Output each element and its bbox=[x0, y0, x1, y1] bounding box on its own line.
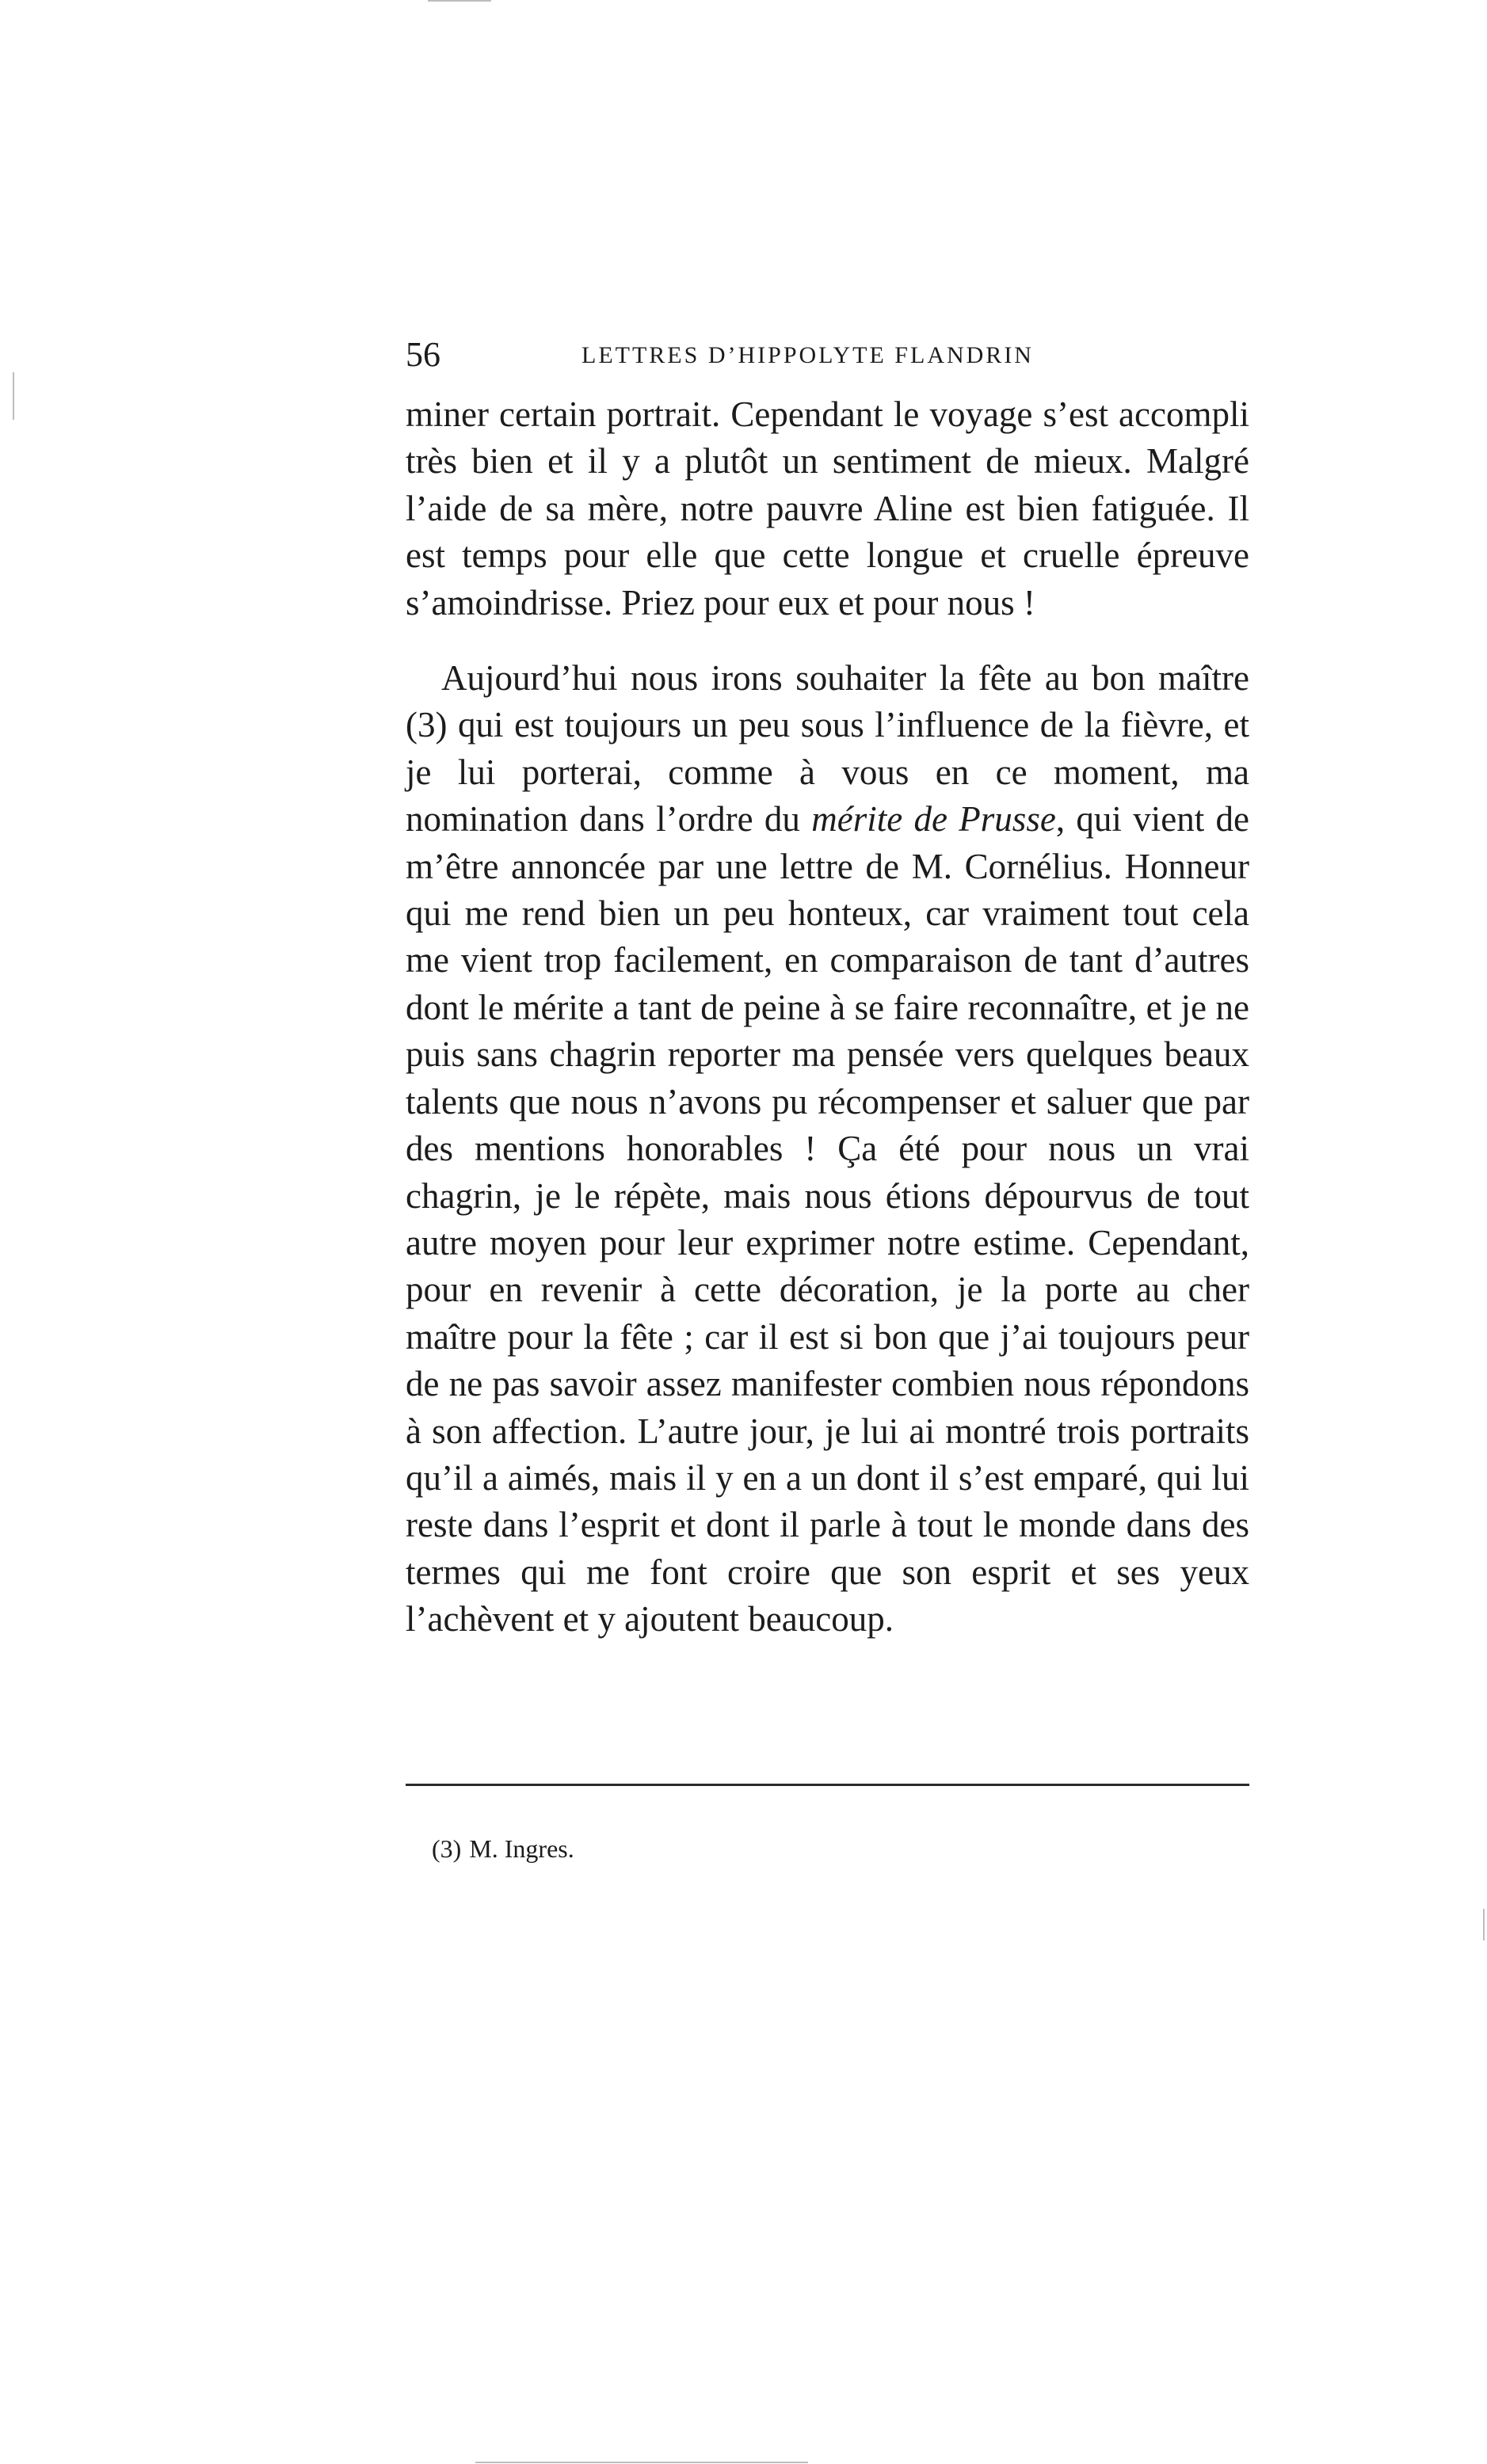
footnote-divider bbox=[406, 1784, 1249, 1786]
scan-mark-top bbox=[428, 0, 491, 2]
running-title: LETTRES D’HIPPOLYTE FLANDRIN bbox=[581, 342, 1034, 368]
scan-mark-right bbox=[1483, 1909, 1485, 1940]
main-text bbox=[406, 391, 1249, 1643]
paragraph-2 bbox=[406, 655, 1249, 1643]
paragraph-2-part-1: Aujourd’hui nous irons souhaiter la fête au bon maître (3) qui est toujours un peu sous l’influence de la fièvre, et je lui porterai, comme à vous en ce moment, ma nomination dans l’ordre du bbox=[406, 658, 1249, 840]
paragraph-2-italic-title: mérite de Prusse bbox=[811, 799, 1056, 840]
footnote-text: M. Ingres. bbox=[469, 1834, 574, 1863]
footnote-label: (3) bbox=[432, 1834, 462, 1863]
paragraph-2-part-2: , qui vient de m’être annoncée par une lettre de M. Cornélius. Honneur qui me rend bien un peu honteux, car vraiment tout cela me vient trop facilement, en comparaison de tant d’autres dont le mérite a tant de peine à se faire reconnaître, et je ne puis sans chagrin reporter ma pensée vers quelques beaux talents que nous n’avons pu récompenser et saluer que par des mentions honorables ! Ça été pour nous un vrai chagrin, je le répète, mais nous étions dépourvus de tout autre moyen pour leur exprimer notre estime. Cependant, pour en revenir à cette décoration, je la porte au cher maître pour la fête ; car il est si bon que j’ai toujours peur de ne pas savoir assez manifester combien nous répondons à son affection. L’autre jour, je lui ai montré trois portraits qu’il a aimés, mais il y en a un dont il s’est emparé, qui lui reste dans l’esprit et dont il parle à tout le monde dans des termes qui me font croire que son esprit et ses yeux l’achèvent et y ajoutent beaucoup. bbox=[406, 799, 1249, 1639]
paragraph-1: miner certain portrait. Cependant le voyage s’est accompli très bien et il y a plutôt un sentiment de mieux. Malgré l’aide de sa mère, notre pauvre Aline est bien fatiguée. Il est temps pour elle que cette longue et cruelle épreuve s’amoindrisse. Priez pour eux et pour nous ! bbox=[406, 394, 1249, 623]
footnote bbox=[432, 1830, 574, 1868]
scan-mark-bottom bbox=[475, 2462, 808, 2463]
page-number: 56 bbox=[406, 335, 440, 374]
page-header bbox=[406, 331, 1245, 379]
scan-mark-left bbox=[13, 372, 14, 420]
